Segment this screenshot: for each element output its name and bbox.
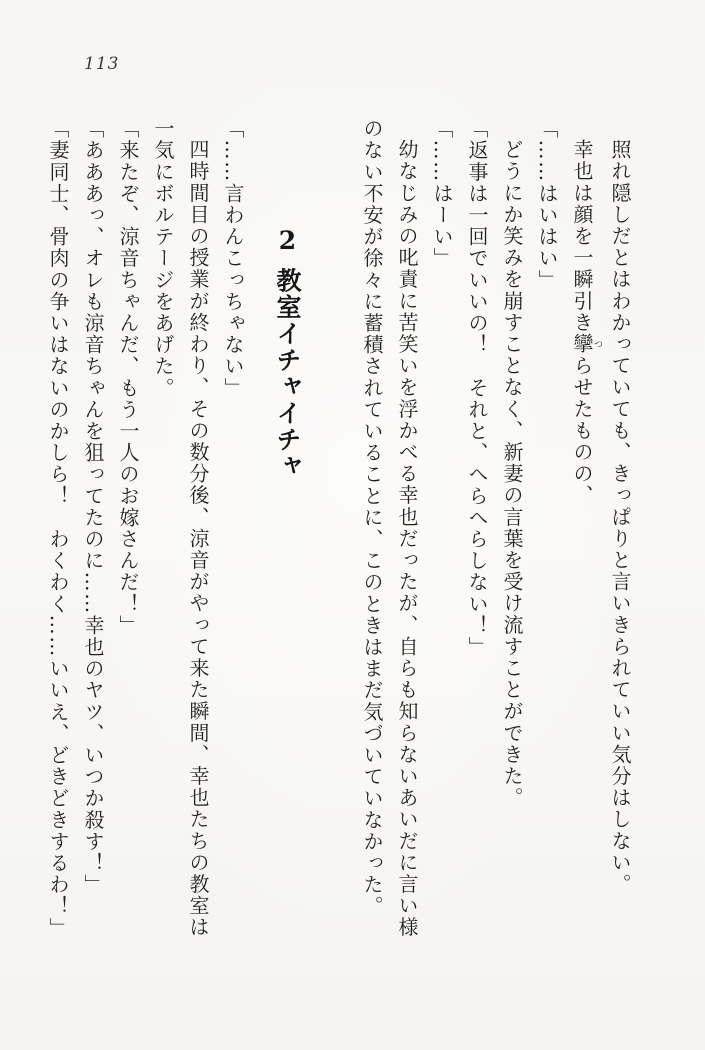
text-line: 幼なじみの叱責に苦笑いを浮かべる幸也だったが、自らも知らないあいだに言い様 [395,139,419,939]
text-line: 「あああっ、オレも涼音ちゃんを狙ってたのに……幸也のヤツ、いつか殺す！」 [81,118,105,896]
text-line: 「妻同士、骨肉の争いはないのかしら！ わくわく……いいえ、どきどきするわ！」 [46,118,70,939]
furigana: つ [592,333,602,355]
text-segment: 幸也は顔を一瞬引き [570,139,594,334]
ruby-base: 攣 [570,333,594,356]
chapter-heading [264,118,310,966]
text-line: 「……はいはい」 [535,118,559,291]
text-line: 「……言わんこっちゃない」 [221,118,245,399]
text-line [564,118,602,966]
chapter-title: 教室イチャイチャ [273,267,302,480]
text-line: のない不安が徐々に蓄積されていることに、このときはまだ気づいていなかった。 [360,118,384,918]
text-line: 「……はーい」 [430,118,454,270]
text-line: 照れ隠しだとはわかっていても、きっぱりと言いきられていい気分はしない。 [608,139,632,895]
ruby-annotation [570,333,602,356]
text-line: 「来たぞ、涼音ちゃんだ、もう一人のお嫁さんだ！」 [116,118,140,637]
vertical-text-area [40,118,637,966]
text-line: 四時間目の授業が終わり、その数分後、涼音がやって来た瞬間、幸也たちの教室は [186,139,210,939]
page-number: 113 [84,54,120,74]
text-segment: らせたものの、 [570,355,594,507]
text-line: 一気にボルテージをあげた。 [151,118,175,399]
text-line: どうにか笑みを崩すことなく、新妻の言葉を受け流すことができた。 [500,139,524,809]
chapter-number: 2 [273,226,302,257]
text-line: 「返事は一回でいいの！ それと、へらへらしない！」 [465,118,489,658]
